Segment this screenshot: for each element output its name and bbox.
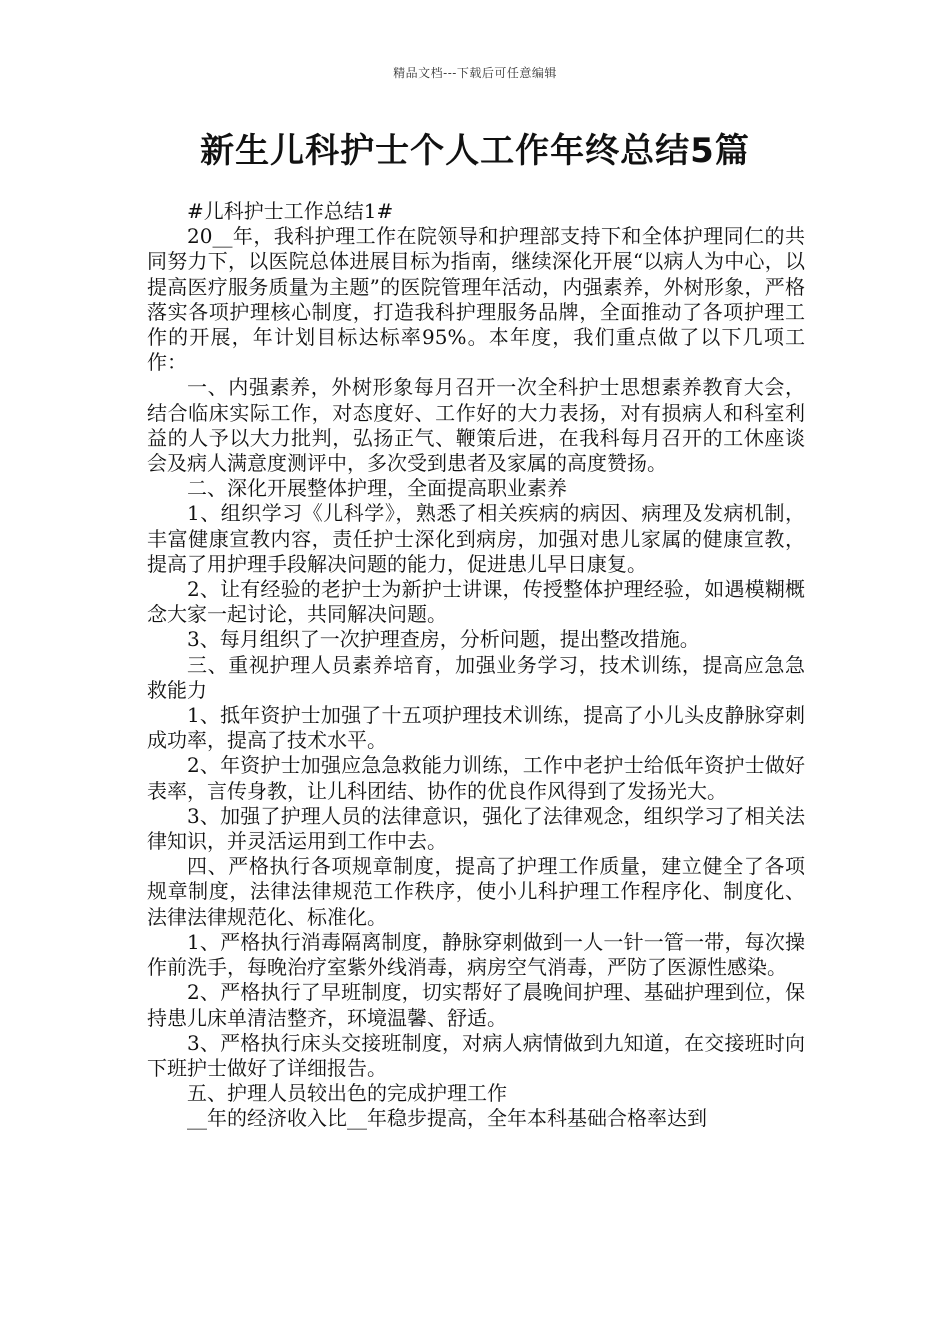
paragraph-item-1: 一、内强素养，外树形象每月召开一次全科护士思想素养教育大会，结合临床实际工作，对态度好、工作好的大力表扬，对有损病人和科室利益的人予以大力批判，弘扬正气、鞭策后进，在我科每月召开的工休座谈会及病人满意度测评中，多次受到患者及家属的高度赞扬。 <box>147 375 805 476</box>
paragraph-item-2-2: 2、让有经验的老护士为新护士讲课，传授整体护理经验，如遇模糊概念大家一起讨论，共同解决问题。 <box>147 577 805 627</box>
paragraph-item-4-heading: 四、严格执行各项规章制度，提高了护理工作质量，建立健全了各项规章制度，法律法律规范工作秩序，使小儿科护理工作程序化、制度化、法律法律规范化、标准化。 <box>147 854 805 929</box>
paragraph-item-2-heading: 二、深化开展整体护理，全面提高职业素养 <box>187 476 567 501</box>
paragraph-item-4-2: 2、严格执行了早班制度，切实帮好了晨晚间护理、基础护理到位，保持患儿床单清洁整齐，环境温馨、舒适。 <box>147 980 805 1030</box>
paragraph-section-heading: #儿科护士工作总结1# <box>187 199 394 223</box>
paragraph-item-2-3: 3、每月组织了一次护理查房，分析问题，提出整改措施。 <box>187 627 700 652</box>
paragraph-item-5-1: __年的经济收入比__年稳步提高，全年本科基础合格率达到 <box>187 1106 707 1131</box>
paragraph-item-3-2: 2、年资护士加强应急急救能力训练，工作中老护士给低年资护士做好表率，言传身教，让儿科团结、协作的优良作风得到了发扬光大。 <box>147 753 805 803</box>
paragraph-item-4-3: 3、严格执行床头交接班制度，对病人病情做到九知道，在交接班时向下班护士做好了详细报告。 <box>147 1030 805 1080</box>
document-title: 新生儿科护士个人工作年终总结5篇 <box>200 131 750 171</box>
document-body <box>147 199 805 1132</box>
paragraph-item-5-heading: 五、护理人员较出色的完成护理工作 <box>187 1081 507 1106</box>
paragraph-item-3-3: 3、加强了护理人员的法律意识，强化了法律观念，组织学习了相关法律知识，并灵活运用到工作中去。 <box>147 803 805 854</box>
paragraph-item-4-1: 1、严格执行消毒隔离制度，静脉穿刺做到一人一针一管一带，每次操作前洗手，每晚治疗室紫外线消毒，病房空气消毒，严防了医源性感染。 <box>147 929 805 980</box>
paragraph-item-2-1: 1、组织学习《儿科学》，熟悉了相关疾病的病因、病理及发病机制，丰富健康宣教内容，责任护士深化到病房，加强对患儿家属的健康宣教，提高了用护理手段解决问题的能力，促进患儿早日康复。 <box>147 501 805 576</box>
paragraph-item-3-1: 1、抵年资护士加强了十五项护理技术训练，提高了小儿头皮静脉穿刺成功率，提高了技术水平。 <box>147 703 805 753</box>
paragraph-intro: 20__年，我科护理工作在院领导和护理部支持下和全体护理同仁的共同努力下，以医院总体进展目标为指南，继续深化开展“以病人为中心，以提高医疗服务质量为主题”的医院管理年活动，内强素养，外树形象，严格落实各项护理核心制度，打造我科护理服务品牌，全面推动了各项护理工作的开展，年计划目标达标率95%。本年度，我们重点做了以下几项工作： <box>147 224 805 375</box>
paragraph-item-3-heading: 三、重视护理人员素养培育，加强业务学习，技术训练，提高应急急救能力 <box>147 652 805 702</box>
header-watermark: 精品文档---下载后可任意编辑 <box>393 66 557 80</box>
